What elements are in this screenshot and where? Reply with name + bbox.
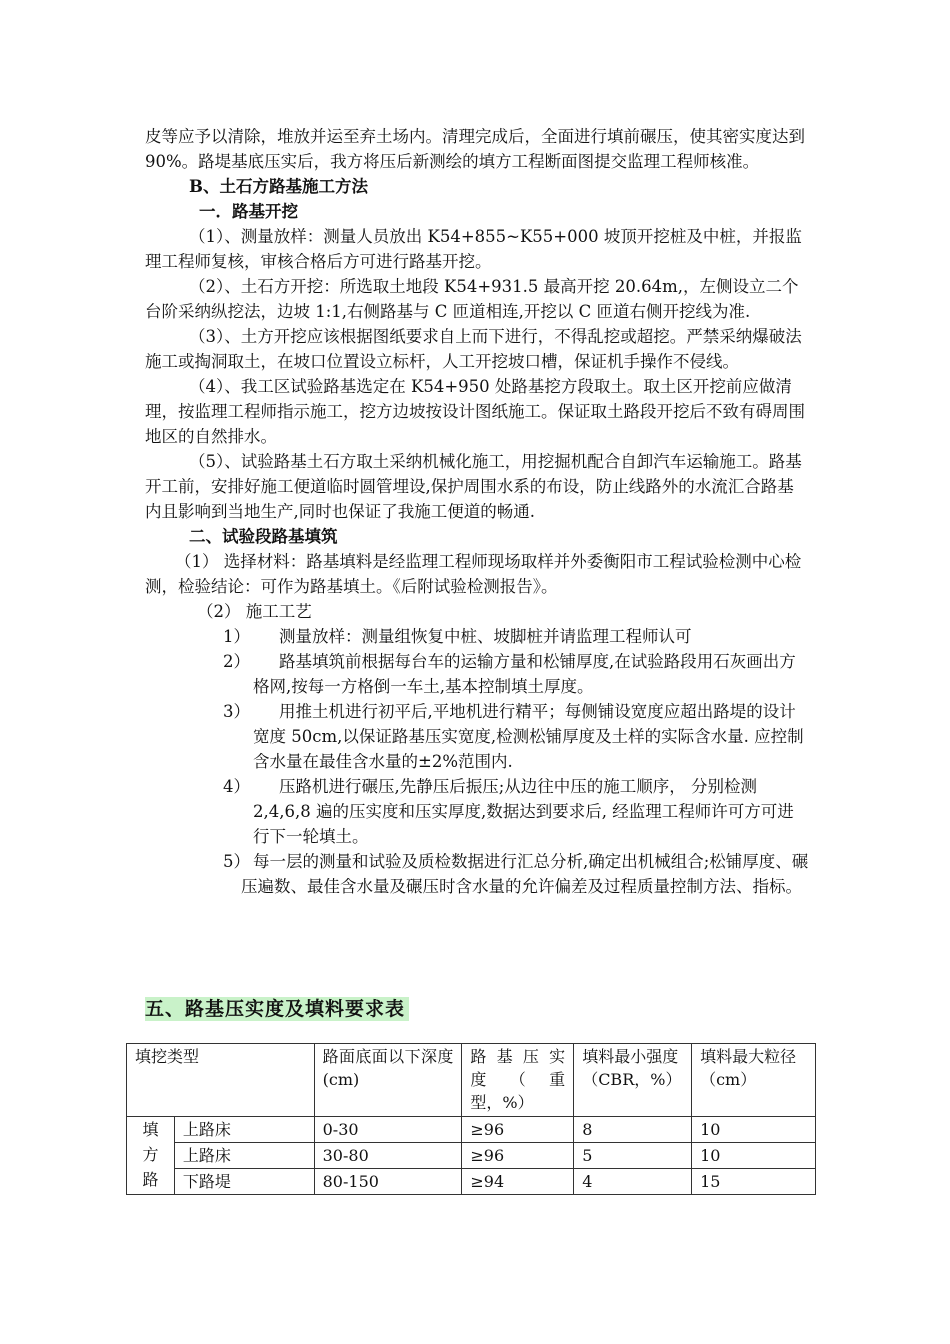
heading-b: B、土石方路基施工方法: [189, 177, 368, 196]
table-cell: 5: [574, 1143, 692, 1169]
body-text: [145, 124, 810, 899]
requirements-table: [126, 1043, 816, 1195]
table-cell: 10: [692, 1117, 816, 1143]
section-5-title: 五、路基压实度及填料要求表: [145, 997, 409, 1021]
table-header-cell: 填料最小强度（CBR，%）: [574, 1044, 692, 1117]
process-step: [145, 849, 810, 899]
table-row: [127, 1117, 816, 1143]
table-row: [127, 1143, 816, 1169]
table-cell: 10: [692, 1143, 816, 1169]
process-step: [145, 774, 810, 849]
group-label: 填方路: [142, 1120, 159, 1189]
step-number: 4）: [223, 777, 250, 796]
table-cell: ≥96: [462, 1117, 574, 1143]
step-number: 5）: [223, 852, 250, 871]
process-step: [145, 699, 810, 774]
table-cell: 0-30: [314, 1117, 462, 1143]
step-number: 1）: [223, 627, 250, 646]
table-header-cell: 填挖类型: [127, 1044, 315, 1117]
table-cell: 下路堤: [174, 1169, 314, 1195]
paragraph-item: （1）、测量放样：测量人员放出 K54+855~K55+000 坡顶开挖桩及中桩，并报监理工程师复核，审核合格后方可进行路基开挖。: [145, 227, 802, 271]
paragraph-item: （5）、试验路基土石方取土采纳机械化施工，用挖掘机配合自卸汽车运输施工。路基开工前，安排好施工便道临时圆管埋设,保护周围水系的布设，防止线路外的水流汇合路基内且影响到当地生产,同时也保证了我施工便道的畅通.: [145, 452, 802, 521]
heading-section-2: 二、试验段路基填筑: [189, 527, 338, 546]
step-text: 用推土机进行初平后,平地机进行精平；每侧铺设宽度应超出路堤的设计宽度 50cm,以保证路基压实宽度,检测松铺厚度及土样的实际含水量. 应控制含水量在最佳含水量的±2%范围内.: [253, 702, 804, 771]
process-step: [145, 624, 810, 649]
table-group-cell: [127, 1117, 175, 1195]
table-cell: 上路床: [174, 1117, 314, 1143]
table-header-cell: 路面底面以下深度(cm): [314, 1044, 462, 1117]
step-text: 压路机进行碾压,先静压后振压;从边往中压的施工顺序， 分别检测 2,4,6,8 遍的压实度和压实厚度,数据达到要求后, 经监理工程师许可方可进行下一轮填土。: [253, 777, 794, 846]
paragraph-item: （4）、我工区试验路基选定在 K54+950 处路基挖方段取土。取土区开挖前应做清理，按监理工程师指示施工，挖方边坡按设计图纸施工。保证取土路段开挖后不致有碍周围地区的自然排水。: [145, 377, 805, 446]
process-step: [145, 649, 810, 699]
table-cell: ≥94: [462, 1169, 574, 1195]
table-cell: ≥96: [462, 1143, 574, 1169]
step-number: 3）: [223, 702, 250, 721]
step-text: 测量放样：测量组恢复中桩、坡脚桩并请监理工程师认可: [279, 627, 692, 646]
table-cell: 30-80: [314, 1143, 462, 1169]
table-header-cell: 路 基 压 实 度 （ 重 型，%）: [462, 1044, 574, 1117]
table-cell: 上路床: [174, 1143, 314, 1169]
table-header-cell: 填料最大粒径（cm）: [692, 1044, 816, 1117]
table-row: [127, 1169, 816, 1195]
paragraph-item: （3）、土方开挖应该根据图纸要求自上而下进行，不得乱挖或超挖。严禁采纳爆破法施工或掏洞取土，在坡口位置设立标杆，人工开挖坡口槽，保证机手操作不侵线。: [145, 327, 802, 371]
paragraph-materials: （1） 选择材料：路基填料是经监理工程师现场取样并外委衡阳市工程试验检测中心检测，检验结论：可作为路基填土。《后附试验检测报告》。: [145, 552, 802, 596]
table-cell: 15: [692, 1169, 816, 1195]
table-cell: 8: [574, 1117, 692, 1143]
paragraph-intro: 皮等应予以清除，堆放并运至弃土场内。清理完成后，全面进行填前碾压，使其密实度达到 90%。路堤基底压实后，我方将压后新测绘的填方工程断面图提交监理工程师核准。: [145, 127, 805, 171]
table-header-row: [127, 1044, 816, 1117]
paragraph-process: （2） 施工工艺: [197, 602, 312, 621]
step-text: 路基填筑前根据每台车的运输方量和松铺厚度,在试验路段用石灰画出方格网,按每一方格倒一车土,基本控制填土厚度。: [253, 652, 796, 696]
table-cell: 4: [574, 1169, 692, 1195]
step-number: 2）: [223, 652, 250, 671]
heading-section-1: 一．路基开挖: [199, 202, 298, 221]
table-cell: 80-150: [314, 1169, 462, 1195]
step-text: 每一层的测量和试验及质检数据进行汇总分析,确定出机械组合;松铺厚度、碾压遍数、最佳含水量及碾压时含水量的允许偏差及过程质量控制方法、指标。: [241, 852, 809, 896]
paragraph-item: （2）、土石方开挖：所选取土地段 K54+931.5 最高开挖 20.64m,，左侧设立二个台阶采纳纵挖法，边坡 1:1,右侧路基与 C 匝道相连,开挖以 C 匝道右侧开挖线为准.: [145, 277, 799, 321]
